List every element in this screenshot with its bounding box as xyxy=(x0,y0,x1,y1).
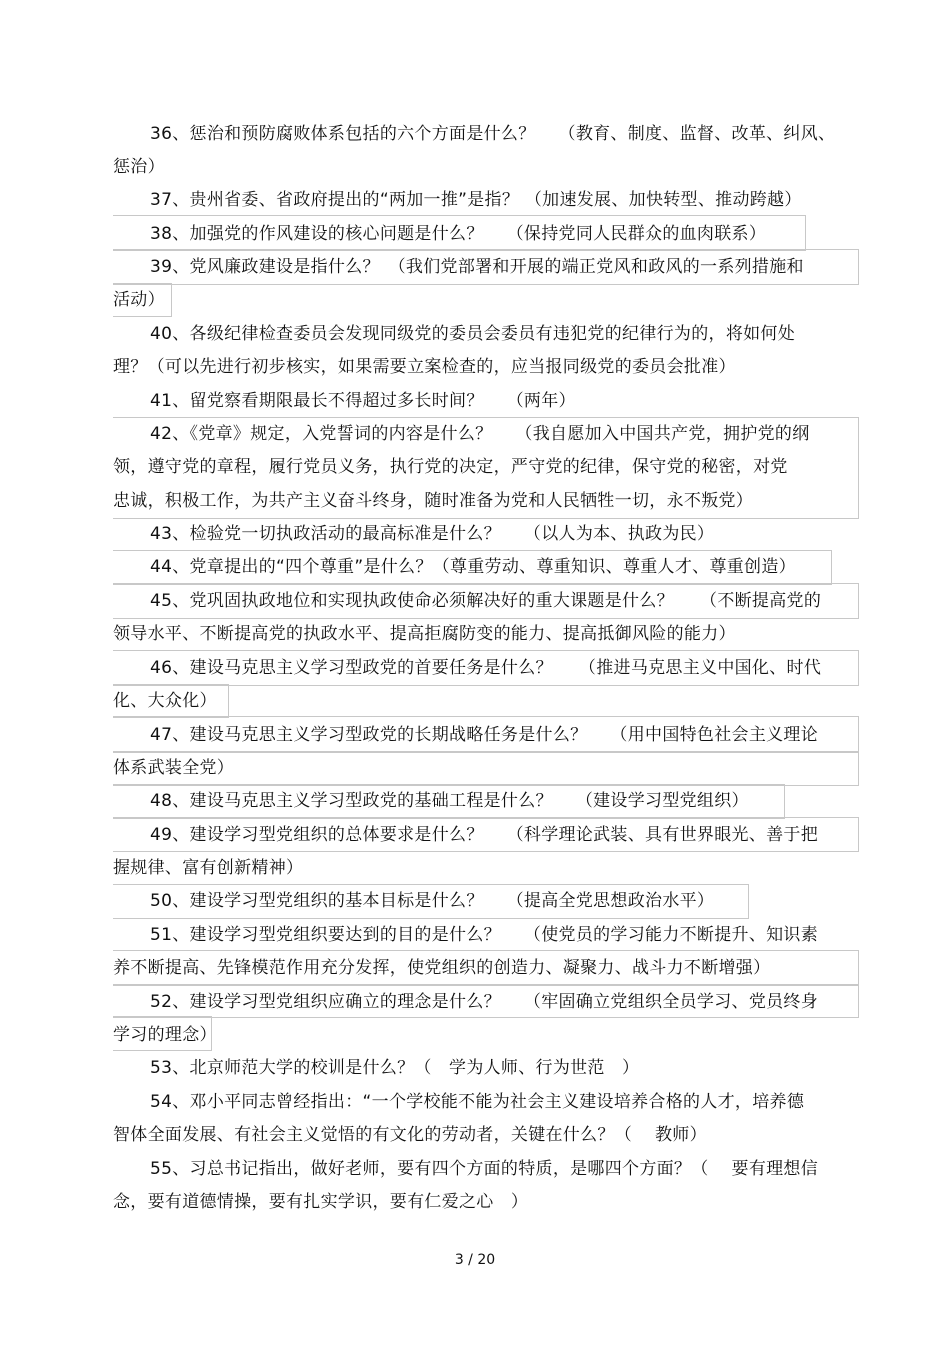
question-52-line-2: 学习的理念） xyxy=(113,1025,217,1045)
question-55-line-2: 念，要有道德情操，要有扎实学识，要有仁爱之心 ） xyxy=(113,1192,529,1212)
question-37-line-1: 37、贵州省委、省政府提出的“两加一推”是指？ （加速发展、加快转型、推动跨越） xyxy=(150,190,802,210)
question-53-line-1: 53、北京师范大学的校训是什么？（ 学为人师、行为世范 ） xyxy=(150,1058,640,1078)
question-51-line-1: 51、建设学习型党组织要达到的目的是什么？ （使党员的学习能力不断提升、知识素 xyxy=(150,925,819,945)
question-36-line-1: 36、惩治和预防腐败体系包括的六个方面是什么？ （教育、制度、监督、改革、纠风、 xyxy=(150,124,836,144)
question-42-line-3: 忠诚，积极工作，为共产主义奋斗终身，随时准备为党和人民牺牲一切，永不叛党） xyxy=(113,491,754,511)
question-45-line-2: 领导水平、不断提高党的执政水平、提高拒腐防变的能力、提高抵御风险的能力） xyxy=(113,624,736,644)
question-49-line-1: 49、建设学习型党组织的总体要求是什么？ （科学理论武装、具有世界眼光、善于把 xyxy=(150,825,819,845)
question-55-line-1: 55、习总书记指出，做好老师，要有四个方面的特质，是哪四个方面？（ 要有理想信 xyxy=(150,1159,819,1179)
question-40-line-1: 40、各级纪律检查委员会发现同级党的委员会委员有违犯党的纪律行为的，将如何处 xyxy=(150,324,796,344)
question-48-line-1: 48、建设马克思主义学习型政党的基础工程是什么？ （建设学习型党组织） xyxy=(150,791,749,811)
question-39-line-2: 活动） xyxy=(113,290,165,310)
question-47-line-1: 47、建设马克思主义学习型政党的长期战略任务是什么？ （用中国特色社会主义理论 xyxy=(150,725,819,745)
question-54-line-2: 智体全面发展、有社会主义觉悟的有文化的劳动者，关键在什么？（ 教师） xyxy=(113,1125,707,1145)
question-36-line-2: 惩治） xyxy=(113,157,165,177)
question-50-line-1: 50、建设学习型党组织的基本目标是什么？ （提高全党思想政治水平） xyxy=(150,891,715,911)
question-47-line-2: 体系武装全党） xyxy=(113,758,235,778)
question-41-line-1: 41、留党察看期限最长不得超过多长时间？ （两年） xyxy=(150,391,576,411)
question-49-line-2: 握规律、富有创新精神） xyxy=(113,858,304,878)
question-42-line-2: 领，遵守党的章程，履行党员义务，执行党的决定，严守党的纪律，保守党的秘密，对党 xyxy=(113,457,788,477)
question-42-line-1: 42、《党章》规定，入党誓词的内容是什么？ （我自愿加入中国共产党，拥护党的纲 xyxy=(150,424,810,444)
question-54-line-1: 54、邓小平同志曾经指出：“一个学校能不能为社会主义建设培养合格的人才，培养德 xyxy=(150,1092,805,1112)
question-51-line-2: 养不断提高、先锋模范作用充分发挥，使党组织的创造力、凝聚力、战斗力不断增强） xyxy=(113,958,771,978)
question-40-line-2: 理？（可以先进行初步核实，如果需要立案检查的，应当报同级党的委员会批准） xyxy=(113,357,736,377)
question-44-line-1: 44、党章提出的“四个尊重”是什么？（尊重劳动、尊重知识、尊重人才、尊重创造） xyxy=(150,557,796,577)
question-38-line-1: 38、加强党的作风建设的核心问题是什么？ （保持党同人民群众的血肉联系） xyxy=(150,224,767,244)
page-number: 3 / 20 xyxy=(454,1252,496,1268)
question-46-line-2: 化、大众化） xyxy=(113,691,217,711)
question-52-line-1: 52、建设学习型党组织应确立的理念是什么？ （牢固确立党组织全员学习、党员终身 xyxy=(150,992,819,1012)
question-39-line-1: 39、党风廉政建设是指什么？ （我们党部署和开展的端正党风和政风的一系列措施和 xyxy=(150,257,804,277)
question-43-line-1: 43、检验党一切执政活动的最高标准是什么？ （以人为本、执政为民） xyxy=(150,524,715,544)
question-45-line-1: 45、党巩固执政地位和实现执政使命必须解决好的重大课题是什么？ （不断提高党的 xyxy=(150,591,822,611)
question-46-line-1: 46、建设马克思主义学习型政党的首要任务是什么？ （推进马克思主义中国化、时代 xyxy=(150,658,822,678)
